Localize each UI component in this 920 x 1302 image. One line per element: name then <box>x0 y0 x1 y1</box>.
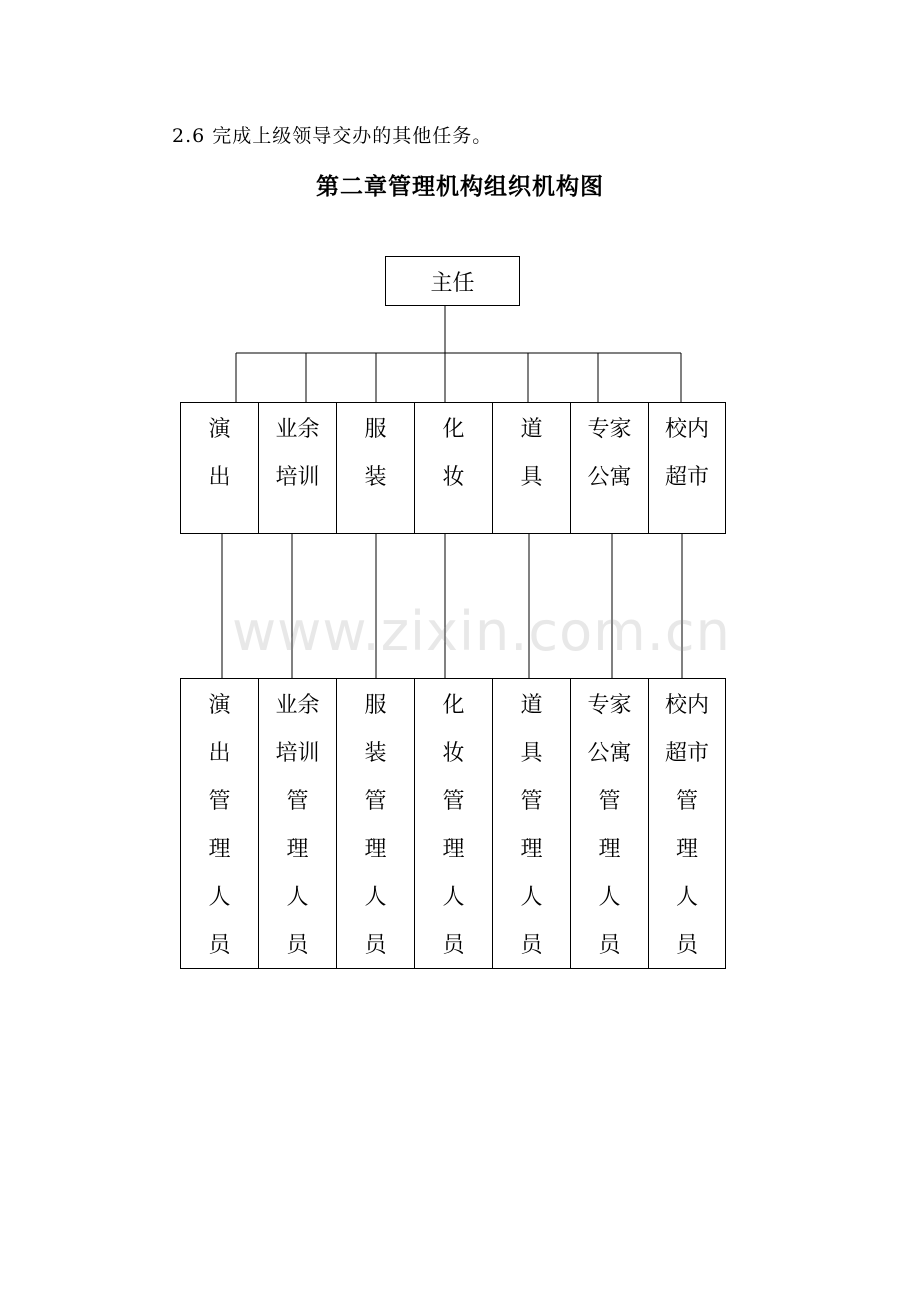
staff-label-line: 人 <box>442 885 465 910</box>
staff-label-line: 理 <box>598 837 621 862</box>
dept-box-performance <box>180 402 259 534</box>
body-paragraph: 2.6 完成上级领导交办的其他任务。 <box>172 125 493 147</box>
staff-box-props <box>492 678 571 969</box>
staff-box-apartment <box>570 678 649 969</box>
dept-label-line: 超市 <box>664 465 709 490</box>
staff-label-line: 校内 <box>664 693 709 718</box>
staff-label-line: 道 <box>520 693 543 718</box>
staff-label-line: 管 <box>286 789 309 814</box>
staff-label-line: 员 <box>675 933 698 958</box>
staff-label-line: 业余 <box>275 693 320 718</box>
dept-label-line: 具 <box>520 465 543 490</box>
dept-label-line: 出 <box>208 465 231 490</box>
staff-box-supermarket <box>648 678 726 969</box>
director-box: 主任 <box>385 256 520 306</box>
dept-label-line: 校内 <box>664 417 709 442</box>
chart-heading: 第二章管理机构组织机构图 <box>316 174 604 200</box>
staff-label-line: 管 <box>598 789 621 814</box>
dept-box-costume <box>336 402 415 534</box>
staff-label-line: 人 <box>208 885 231 910</box>
dept-label-line: 专家 <box>587 417 632 442</box>
dept-label-line: 化 <box>442 417 465 442</box>
staff-label-line: 员 <box>520 933 543 958</box>
staff-label-line: 公寓 <box>587 741 632 766</box>
dept-label-line: 培训 <box>275 465 320 490</box>
staff-label-line: 化 <box>442 693 465 718</box>
dept-label-line: 装 <box>364 465 387 490</box>
staff-label-line: 管 <box>675 789 698 814</box>
staff-box-performance <box>180 678 259 969</box>
watermark-text: www.zixin.com.cn <box>232 600 731 663</box>
staff-label-line: 理 <box>675 837 698 862</box>
staff-box-costume <box>336 678 415 969</box>
staff-label-line: 员 <box>442 933 465 958</box>
staff-label-line: 人 <box>286 885 309 910</box>
dept-label-line: 业余 <box>275 417 320 442</box>
staff-label-line: 员 <box>364 933 387 958</box>
staff-label-line: 理 <box>364 837 387 862</box>
dept-label-line: 妆 <box>442 465 465 490</box>
staff-label-line: 服 <box>364 693 387 718</box>
staff-label-line: 管 <box>442 789 465 814</box>
staff-label-line: 人 <box>364 885 387 910</box>
staff-box-makeup <box>414 678 493 969</box>
staff-label-line: 人 <box>598 885 621 910</box>
staff-label-line: 妆 <box>442 741 465 766</box>
staff-label-line: 人 <box>520 885 543 910</box>
staff-box-training <box>258 678 337 969</box>
staff-label-line: 理 <box>442 837 465 862</box>
dept-box-props <box>492 402 571 534</box>
staff-label-line: 出 <box>208 741 231 766</box>
staff-label-line: 管 <box>520 789 543 814</box>
staff-label-line: 员 <box>208 933 231 958</box>
staff-label-line: 演 <box>208 693 231 718</box>
staff-label-line: 装 <box>364 741 387 766</box>
dept-box-supermarket <box>648 402 726 534</box>
staff-label-line: 管 <box>364 789 387 814</box>
staff-label-line: 理 <box>286 837 309 862</box>
dept-label-line: 道 <box>520 417 543 442</box>
staff-label-line: 员 <box>286 933 309 958</box>
staff-label-line: 专家 <box>587 693 632 718</box>
staff-label-line: 超市 <box>664 741 709 766</box>
staff-label-line: 理 <box>208 837 231 862</box>
dept-label-line: 公寓 <box>587 465 632 490</box>
staff-label-line: 理 <box>520 837 543 862</box>
staff-label-line: 人 <box>675 885 698 910</box>
dept-label-line: 服 <box>364 417 387 442</box>
staff-label-line: 管 <box>208 789 231 814</box>
dept-label-line: 演 <box>208 417 231 442</box>
dept-box-apartment <box>570 402 649 534</box>
dept-box-makeup <box>414 402 493 534</box>
staff-label-line: 具 <box>520 741 543 766</box>
staff-label-line: 培训 <box>275 741 320 766</box>
staff-label-line: 员 <box>598 933 621 958</box>
dept-box-training <box>258 402 337 534</box>
